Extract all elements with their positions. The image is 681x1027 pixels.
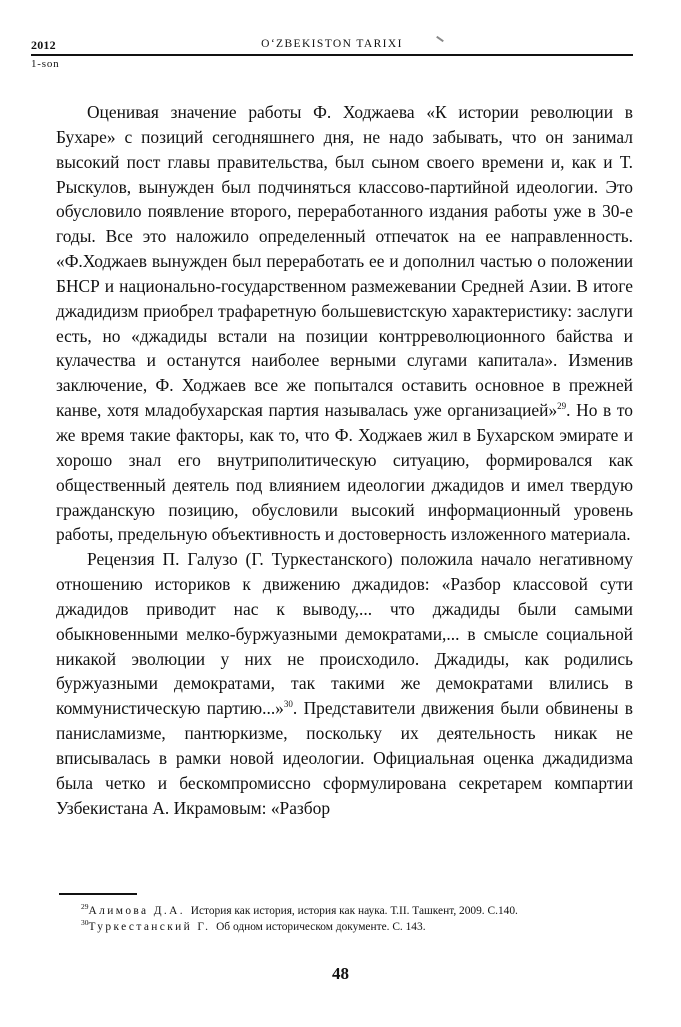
footnote-30 bbox=[59, 919, 633, 935]
footnote-text: История как история, история как наука. Т.II. Ташкент, 2009. С.140. bbox=[190, 905, 518, 917]
paragraph-2-text-a: Рецензия П. Галузо (Г. Туркестанского) положила начало негативному отношению историков к движению джадидов: «Разбор классовой сути джадидов приводит нас к выводу,... что джадиды были самыми обыкновенными мелко-буржуазными демократами,... в смысле социальной никакой эволюции у них не происходило. Джадиды, как родились буржуазными демократами, так такими же демократами влились в коммунистическую партию...» bbox=[56, 549, 633, 719]
footnote-author: Алимова Д.А. bbox=[88, 905, 186, 917]
paragraph-1 bbox=[56, 100, 633, 547]
paragraph-1-text-b: . Но в то же время такие факторы, как то, что Ф. Ходжаев жил в Бухарском эмирате и хорошо знал его внутриполитическую ситуацию, формировался как общественный деятель под влиянием идеологии джадидов и имел твердую гражданскую позицию, обусловили высокий информационный уровень работы, предельную объективность и достоверность изложенного материала. bbox=[56, 400, 633, 545]
footnote-separator bbox=[59, 893, 137, 895]
main-text bbox=[56, 100, 633, 820]
footnote-text: Об одном историческом документе. С. 143. bbox=[216, 921, 426, 933]
footnote-ref-30[interactable]: 30 bbox=[283, 699, 293, 710]
paragraph-2 bbox=[56, 547, 633, 820]
page-number: 48 bbox=[332, 964, 349, 983]
footnote-number: 30 bbox=[81, 918, 89, 928]
running-header bbox=[31, 36, 633, 80]
footnotes bbox=[59, 903, 633, 935]
header-issue: 1-son bbox=[31, 58, 60, 70]
footnote-29 bbox=[59, 903, 633, 919]
footnote-ref-29[interactable]: 29 bbox=[557, 401, 567, 412]
footnote-author: Туркестанский Г. bbox=[88, 921, 211, 933]
paragraph-1-text-a: Оценивая значение работы Ф. Ходжаева «К истории революции в Бухаре» с позиций сегодняшнего дня, не надо забывать, что он занимал высокий пост главы правительства, был сыном своего времени и, как и Т. Рыскулов, вынужден был подчиняться классово-партийной идеологии. Это обусловило появление второго, переработанного издания работы уже в 30-е годы. Все это наложило определенный отпечаток на ее направленность. «Ф.Ходжаев вынужден был переработать ее и дополнил частью о положении БНСР и национально-государственном размежевании Средней Азии. В итоге джадидизм приобрел трафаретную большевистскую характеристику: заслуги есть, но «джадиды встали на позиции контрреволюционного байства и кулачества и останутся наиболее верными слугами капитала». Изменив заключение, Ф. Ходжаев все же попытался оставить основное в прежней канве, хотя младобухарская партия называлась уже организацией» bbox=[56, 102, 633, 421]
paragraph-2-text-b: . Представители движения были обвинены в панисламизме, пантюркизме, поскольку их деятельность никак не вписывалась в рамки новой идеологии. Официальная оценка джадидизма была четко и бескомпромиссно сформулирована секретарем компартии Узбекистана А. Икрамовым: «Разбор bbox=[56, 698, 633, 818]
header-journal-title: O‘ZBEKISTON TARIXI bbox=[261, 38, 403, 50]
header-rule-row bbox=[31, 36, 633, 56]
header-year: 2012 bbox=[31, 38, 56, 52]
footnote-number: 29 bbox=[81, 902, 89, 912]
